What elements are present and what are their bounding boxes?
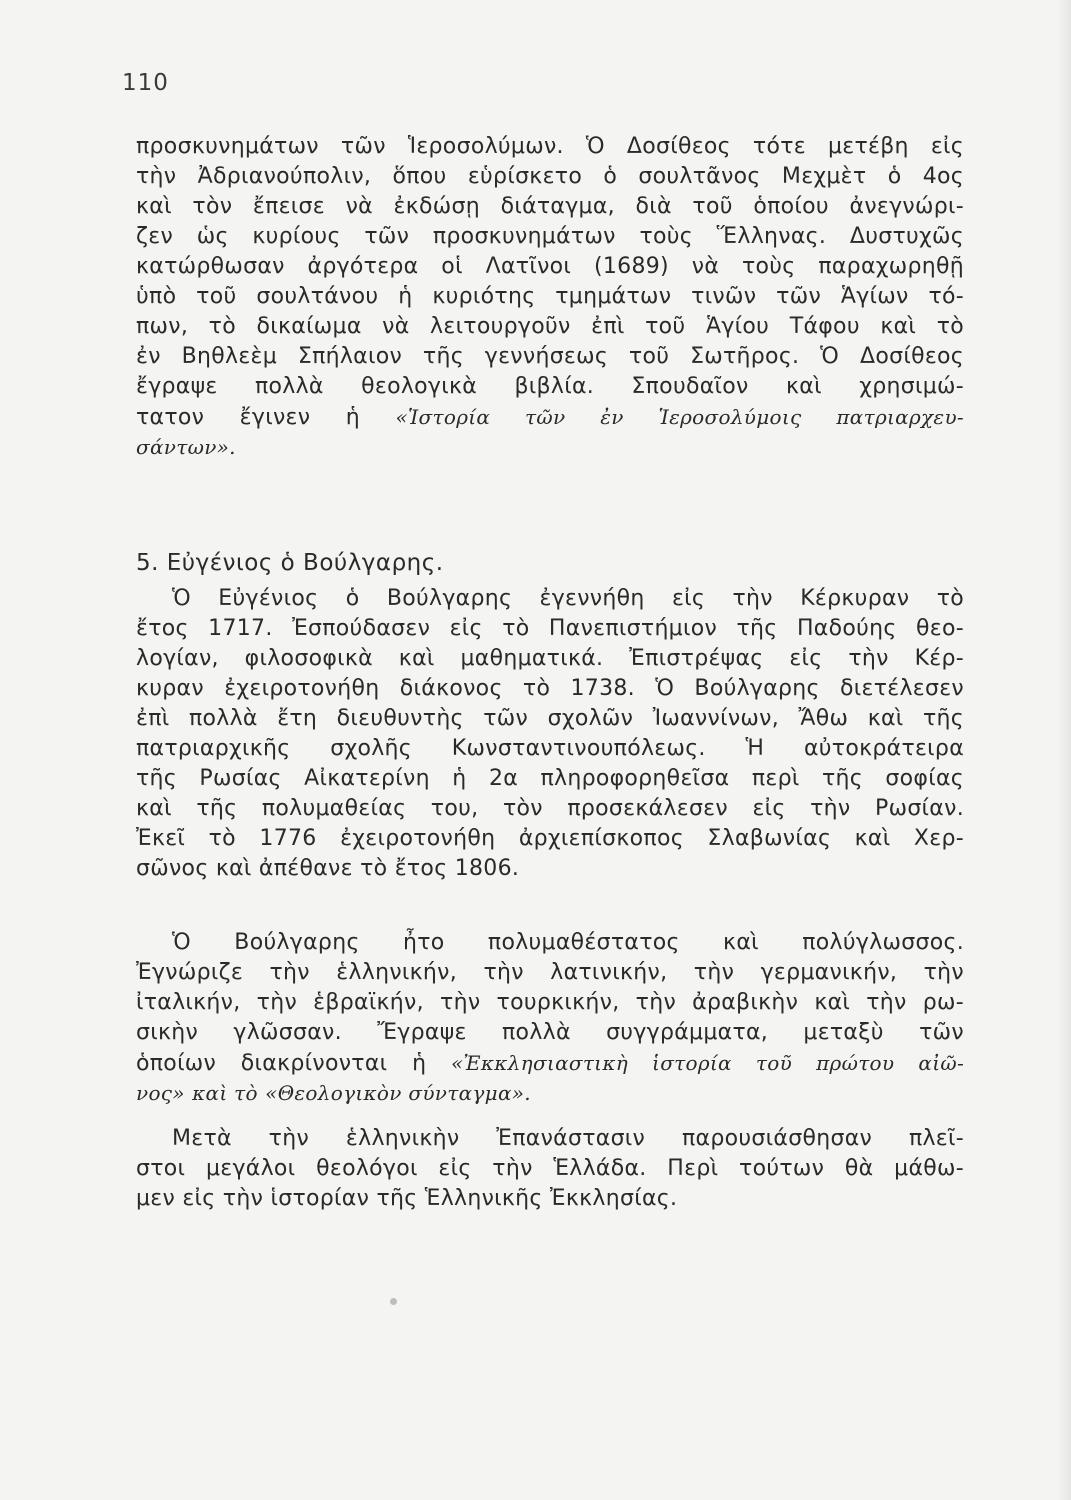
text-line: ἐν Βηθλεὲμ Σπήλαιον τῆς γεννήσεως τοῦ Σωτῆρος. Ὁ Δοσίθεος [136, 344, 964, 369]
text-line: ἰταλικήν, τὴν ἑβραϊκήν, τὴν τουρκικήν, τὴν ἀραβικὴν καὶ τὴν ρω- [136, 990, 964, 1015]
text-line [136, 402, 964, 432]
text-line: ὑπὸ τοῦ σουλτάνου ἡ κυριότης τμημάτων τινῶν τῶν Ἁγίων τό- [136, 284, 964, 309]
text-line: μεν εἰς τὴν ἱστορίαν τῆς Ἑλληνικῆς Ἐκκλησίας. [136, 1186, 678, 1211]
text-line: Ὁ Εὐγένιος ὁ Βούλγαρης ἐγεννήθη εἰς τὴν Κέρκυραν τὸ [172, 586, 964, 611]
text-line: καὶ τὸν ἔπεισε νὰ ἐκδώσῃ διάταγμα, διὰ τοῦ ὁποίου ἀνεγνώρι- [136, 194, 964, 219]
text-line: ἔγραψε πολλὰ θεολογικὰ βιβλία. Σπουδαῖον καὶ χρησιμώ- [136, 374, 964, 399]
text-line: σῶνος καὶ ἀπέθανε τὸ ἔτος 1806. [136, 856, 520, 881]
text-line-prefix: ὁποίων διακρίνονται ἡ [136, 1051, 427, 1076]
text-line: στοι μεγάλοι θεολόγοι εἰς τὴν Ἑλλάδα. Περὶ τούτων θὰ μάθω- [136, 1156, 964, 1181]
text-line: ἐπὶ πολλὰ ἔτη διευθυντὴς τῶν σχολῶν Ἰωαννίνων, Ἄθω καὶ τῆς [136, 706, 964, 731]
text-line [136, 1078, 964, 1108]
text-line: κατώρθωσαν ἀργότερα οἱ Λατῖνοι (1689) νὰ τοὺς παραχωρηθῇ [136, 254, 964, 279]
book-title-italic: νος» [136, 1081, 185, 1105]
text-line: καὶ τῆς πολυμαθείας του, τὸν προσεκάλεσεν εἰς τὴν Ρωσίαν. [136, 796, 964, 821]
page-number: 110 [122, 70, 169, 96]
text-line [136, 432, 964, 462]
text-line-prefix: τατον ἔγινεν ἡ [136, 405, 360, 430]
text-line: ἔτος 1717. Ἐσπούδασεν εἰς τὸ Πανεπιστήμιον τῆς Παδούης θεο- [136, 616, 964, 641]
text-line-connector: καὶ τὸ [192, 1081, 258, 1105]
text-line: πων, τὸ δικαίωμα νὰ λειτουργοῦν ἐπὶ τοῦ Ἁγίου Τάφου καὶ τὸ [136, 314, 964, 339]
book-title-italic: σάντων». [136, 435, 236, 459]
text-line: σικὴν γλῶσσαν. Ἔγραψε πολλὰ συγγράμματα, μεταξὺ τῶν [136, 1020, 964, 1045]
section-heading: 5. Εὐγένιος ὁ Βούλγαρης. [136, 550, 444, 576]
text-line: τὴν Ἀδριανούπολιν, ὅπου εὑρίσκετο ὁ σουλτᾶνος Μεχμὲτ ὁ 4ος [136, 164, 964, 189]
text-line: Ὁ Βούλγαρης ἦτο πολυμαθέστατος καὶ πολύγλωσσος. [172, 930, 964, 955]
page-edge-shadow [1057, 0, 1071, 1500]
book-title-italic: «Ἐκκλησιαστικὴ ἱστορία τοῦ πρώτου αἰῶ- [450, 1051, 965, 1075]
text-line [136, 1048, 964, 1078]
voulgaris-paragraph-2 [136, 928, 964, 1108]
book-title-italic: «Ἱστορία τῶν ἐν Ἱεροσολύμοις πατριαρχευ- [395, 405, 964, 429]
text-line: Μετὰ τὴν ἑλληνικὴν Ἐπανάστασιν παρουσιάσθησαν πλεῖ- [172, 1126, 964, 1151]
text-line: Ἐγνώριζε τὴν ἑλληνικήν, τὴν λατινικήν, τὴν γερμανικήν, τὴν [136, 960, 964, 985]
closing-paragraph [136, 1124, 964, 1214]
text-line: τῆς Ρωσίας Αἰκατερίνη ἡ 2α πληροφορηθεῖσα περὶ τῆς σοφίας [136, 766, 964, 791]
voulgaris-paragraph-1 [136, 584, 964, 884]
text-line: λογίαν, φιλοσοφικὰ καὶ μαθηματικά. Ἐπιστρέψας εἰς τὴν Κέρ- [136, 646, 964, 671]
text-line: κυραν ἐχειροτονήθη διάκονος τὸ 1738. Ὁ Βούλγαρης διετέλεσεν [136, 676, 964, 701]
scan-smudge [390, 1298, 397, 1305]
dositheos-paragraph [136, 132, 964, 462]
text-line: πατριαρχικῆς σχολῆς Κωνσταντινουπόλεως. Ἡ αὐτοκράτειρα [136, 736, 964, 761]
book-title-italic: «Θεολογικὸν σύνταγμα». [265, 1081, 531, 1105]
text-line: προσκυνημάτων τῶν Ἱεροσολύμων. Ὁ Δοσίθεος τότε μετέβη εἰς [136, 134, 964, 159]
text-line: Ἐκεῖ τὸ 1776 ἐχειροτονήθη ἀρχιεπίσκοπος Σλαβωνίας καὶ Χερ- [136, 826, 964, 851]
text-line: ζεν ὡς κυρίους τῶν προσκυνημάτων τοὺς Ἕλληνας. Δυστυχῶς [136, 224, 964, 249]
